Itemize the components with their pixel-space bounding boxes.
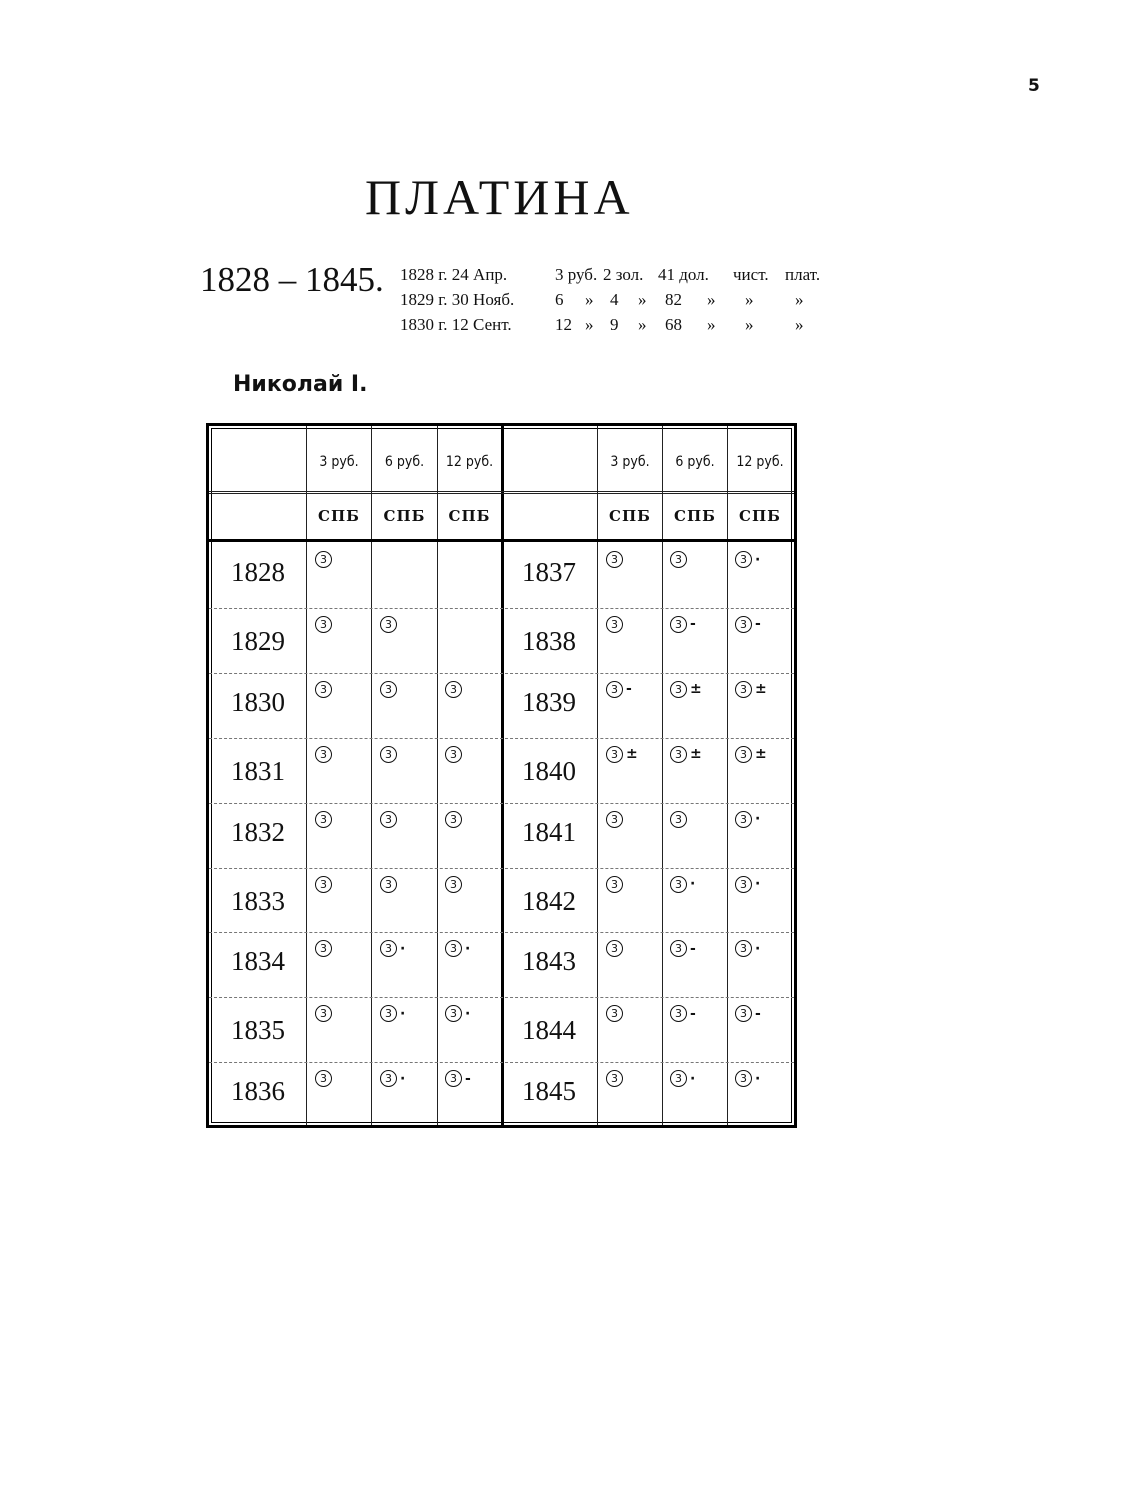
- coin-table: [206, 423, 797, 1128]
- mintmark: [735, 940, 760, 957]
- circled-3-icon: 3: [735, 616, 752, 633]
- decree-row: [400, 312, 840, 337]
- ditto-mark: »: [707, 290, 716, 309]
- mintmark: [606, 616, 623, 633]
- mark-suffix: ±: [626, 746, 638, 763]
- year-label: 1842: [522, 885, 576, 916]
- decree-plat: плат.: [785, 265, 821, 284]
- ditto-mark: »: [638, 290, 647, 309]
- mintmark: [315, 746, 332, 763]
- denomination-header: 6 руб.: [675, 454, 715, 470]
- circled-3-icon: 3: [670, 876, 687, 893]
- mintmark: [735, 746, 767, 763]
- circled-3-icon: 3: [445, 811, 462, 828]
- mintmark: [445, 681, 462, 698]
- row-rule: [209, 932, 794, 933]
- mintmark: [445, 1070, 471, 1087]
- circled-3-icon: 3: [315, 681, 332, 698]
- year-label: 1830: [231, 686, 285, 717]
- mintmark: [315, 811, 332, 828]
- year-label: 1829: [231, 625, 285, 656]
- mintmark: [606, 551, 623, 568]
- circled-3-icon: 3: [315, 811, 332, 828]
- circled-3-icon: 3: [670, 746, 687, 763]
- mintmark: [380, 940, 405, 957]
- mintmark: [315, 1005, 332, 1022]
- mintmark: [670, 551, 687, 568]
- circled-3-icon: 3: [735, 746, 752, 763]
- circled-3-icon: 3: [606, 746, 623, 763]
- mark-suffix: ·: [465, 940, 471, 957]
- mintmark: [670, 1070, 695, 1087]
- circled-3-icon: 3: [380, 1070, 397, 1087]
- decree-dol: 41 дол.: [658, 265, 709, 284]
- mintmark: [606, 1070, 623, 1087]
- circled-3-icon: 3: [606, 811, 623, 828]
- denomination-header: 3 руб.: [610, 454, 650, 470]
- mintmark: [380, 1005, 405, 1022]
- decree-date: 1830 г. 12 Сент.: [400, 315, 512, 334]
- mintmark: [670, 876, 695, 893]
- year-label: 1828: [231, 557, 285, 587]
- circled-3-icon: 3: [445, 1005, 462, 1022]
- mintmark: [606, 940, 623, 957]
- circled-3-icon: 3: [670, 681, 687, 698]
- mintmark: [445, 746, 462, 763]
- ditto-mark: »: [585, 315, 594, 334]
- mintmark: [445, 811, 462, 828]
- mark-suffix: ±: [755, 746, 767, 763]
- circled-3-icon: 3: [380, 811, 397, 828]
- year-label: 1845: [522, 1076, 576, 1107]
- mintmark: [606, 876, 623, 893]
- decree-rub: 12: [555, 315, 572, 334]
- denomination-header: 3 руб.: [319, 454, 359, 470]
- mark-suffix: -: [690, 1005, 696, 1022]
- mintmark: [670, 940, 696, 957]
- circled-3-icon: 3: [380, 746, 397, 763]
- mintmark: [445, 1005, 470, 1022]
- denomination-header: 12 руб.: [445, 454, 494, 470]
- mintmark: [315, 876, 332, 893]
- circled-3-icon: 3: [606, 551, 623, 568]
- circled-3-icon: 3: [380, 616, 397, 633]
- circled-3-icon: 3: [670, 940, 687, 957]
- circled-3-icon: 3: [606, 940, 623, 957]
- mintmark: [445, 940, 470, 957]
- ditto-mark: »: [585, 290, 594, 309]
- mint-header: СПБ: [448, 507, 491, 525]
- mintmark: [735, 876, 760, 893]
- mark-suffix: ±: [690, 681, 702, 698]
- mintmark: [735, 616, 761, 633]
- circled-3-icon: 3: [380, 681, 397, 698]
- denomination-header: 12 руб.: [736, 454, 784, 470]
- decree-date: 1828 г. 24 Апр.: [400, 265, 508, 284]
- decree-row: [400, 262, 840, 287]
- mint-header: СПБ: [318, 507, 360, 525]
- mint-header: СПБ: [383, 507, 426, 525]
- mark-suffix: ·: [755, 1070, 761, 1087]
- circled-3-icon: 3: [670, 1005, 687, 1022]
- period-range: 1828 – 1845.: [200, 260, 384, 299]
- decree-date: 1829 г. 30 Нояб.: [400, 290, 515, 309]
- mark-suffix: ±: [690, 746, 702, 763]
- circled-3-icon: 3: [380, 940, 397, 957]
- mintmark: [315, 616, 332, 633]
- mark-suffix: ·: [755, 940, 761, 957]
- mintmark: [735, 811, 760, 828]
- circled-3-icon: 3: [315, 551, 332, 568]
- circled-3-icon: 3: [315, 1070, 332, 1087]
- circled-3-icon: 3: [670, 811, 687, 828]
- mintmark: [670, 811, 687, 828]
- mintmark: [735, 551, 760, 568]
- circled-3-icon: 3: [315, 746, 332, 763]
- mint-header: СПБ: [739, 507, 781, 525]
- row-rule: [209, 997, 794, 998]
- circled-3-icon: 3: [735, 1005, 752, 1022]
- mintmark: [380, 746, 397, 763]
- mintmark: [735, 1070, 760, 1087]
- year-label: 1838: [522, 625, 576, 656]
- mintmark: [735, 1005, 761, 1022]
- decree-list: [400, 262, 840, 337]
- circled-3-icon: 3: [735, 681, 752, 698]
- year-label: 1837: [522, 557, 576, 587]
- year-label: 1839: [522, 686, 576, 717]
- mark-suffix: -: [755, 1005, 761, 1022]
- circled-3-icon: 3: [380, 876, 397, 893]
- circled-3-icon: 3: [445, 746, 462, 763]
- circled-3-icon: 3: [670, 1070, 687, 1087]
- ditto-mark: »: [745, 315, 754, 334]
- circled-3-icon: 3: [670, 551, 687, 568]
- year-label: 1833: [231, 885, 285, 916]
- circled-3-icon: 3: [315, 876, 332, 893]
- mark-suffix: ·: [400, 940, 406, 957]
- year-label: 1831: [231, 755, 285, 786]
- mintmark: [380, 811, 397, 828]
- ditto-mark: »: [707, 315, 716, 334]
- mintmark: [445, 876, 462, 893]
- mintmark: [315, 940, 332, 957]
- mintmark: [670, 746, 702, 763]
- mark-suffix: ·: [400, 1070, 406, 1087]
- ditto-mark: »: [795, 290, 804, 309]
- year-label: 1835: [231, 1015, 285, 1046]
- mintmark: [606, 746, 638, 763]
- page-title: ПЛАТИНА: [365, 169, 634, 225]
- mintmark: [315, 551, 332, 568]
- circled-3-icon: 3: [606, 1070, 623, 1087]
- mintmark: [380, 1070, 405, 1087]
- mark-suffix: -: [755, 616, 761, 633]
- circled-3-icon: 3: [315, 1005, 332, 1022]
- mintmark: [380, 681, 397, 698]
- mintmark: [670, 1005, 696, 1022]
- year-label: 1843: [522, 946, 576, 977]
- circled-3-icon: 3: [445, 876, 462, 893]
- mintmark: [380, 616, 397, 633]
- circled-3-icon: 3: [735, 811, 752, 828]
- circled-3-icon: 3: [606, 681, 623, 698]
- ditto-mark: »: [638, 315, 647, 334]
- year-label: 1841: [522, 816, 576, 847]
- mintmark: [606, 811, 623, 828]
- mark-suffix: -: [626, 681, 632, 698]
- year-label: 1840: [522, 755, 576, 786]
- circled-3-icon: 3: [445, 1070, 462, 1087]
- mintmark: [315, 681, 332, 698]
- row-rule: [209, 673, 794, 674]
- mark-suffix: ·: [755, 811, 761, 828]
- page-number: 5: [1028, 76, 1040, 96]
- circled-3-icon: 3: [735, 940, 752, 957]
- decree-rub: 3 руб.: [555, 265, 598, 284]
- decree-zol: 9: [610, 315, 619, 334]
- mint-header: СПБ: [609, 507, 651, 525]
- mintmark: [606, 1005, 623, 1022]
- mark-suffix: ·: [465, 1005, 471, 1022]
- decree-row: [400, 287, 840, 312]
- center-divider: [501, 426, 504, 1125]
- circled-3-icon: 3: [315, 616, 332, 633]
- ditto-mark: »: [745, 290, 754, 309]
- row-rule: [209, 803, 794, 804]
- mintmark: [670, 616, 696, 633]
- year-label: 1844: [522, 1015, 576, 1046]
- mark-suffix: ·: [690, 876, 696, 892]
- mark-suffix: -: [690, 616, 696, 633]
- circled-3-icon: 3: [606, 616, 623, 633]
- mintmark: [380, 876, 397, 893]
- mint-header: СПБ: [674, 507, 716, 525]
- row-rule: [209, 1062, 794, 1063]
- circled-3-icon: 3: [606, 876, 623, 893]
- denomination-header: 6 руб.: [384, 454, 425, 470]
- mark-suffix: ±: [755, 681, 767, 698]
- row-rule: [209, 738, 794, 739]
- mark-suffix: ·: [755, 876, 761, 892]
- year-label: 1834: [231, 946, 285, 977]
- circled-3-icon: 3: [735, 551, 752, 568]
- mintmark: [670, 681, 702, 698]
- decree-rub: 6: [555, 290, 564, 309]
- mark-suffix: ·: [400, 1005, 406, 1022]
- circled-3-icon: 3: [445, 940, 462, 957]
- circled-3-icon: 3: [735, 876, 752, 893]
- year-label: 1832: [231, 816, 285, 847]
- circled-3-icon: 3: [315, 940, 332, 957]
- row-rule: [209, 608, 794, 609]
- circled-3-icon: 3: [670, 616, 687, 633]
- mintmark: [315, 1070, 332, 1087]
- mark-suffix: -: [690, 940, 696, 957]
- mark-suffix: ·: [755, 551, 761, 568]
- circled-3-icon: 3: [445, 681, 462, 698]
- circled-3-icon: 3: [606, 1005, 623, 1022]
- decree-dol: 82: [665, 290, 682, 309]
- mark-suffix: ·: [690, 1070, 696, 1087]
- ditto-mark: »: [795, 315, 804, 334]
- mintmark: [735, 681, 767, 698]
- mintmark: [606, 681, 632, 698]
- decree-dol: 68: [665, 315, 682, 334]
- decree-zol: 4: [610, 290, 619, 309]
- mark-suffix: -: [465, 1070, 471, 1087]
- year-label: 1836: [231, 1076, 285, 1107]
- circled-3-icon: 3: [380, 1005, 397, 1022]
- decree-zol: 2 зол.: [603, 265, 644, 284]
- row-rule: [209, 868, 794, 869]
- circled-3-icon: 3: [735, 1070, 752, 1087]
- ruler-heading: Николай I.: [233, 372, 368, 397]
- decree-chist: чист.: [733, 265, 769, 284]
